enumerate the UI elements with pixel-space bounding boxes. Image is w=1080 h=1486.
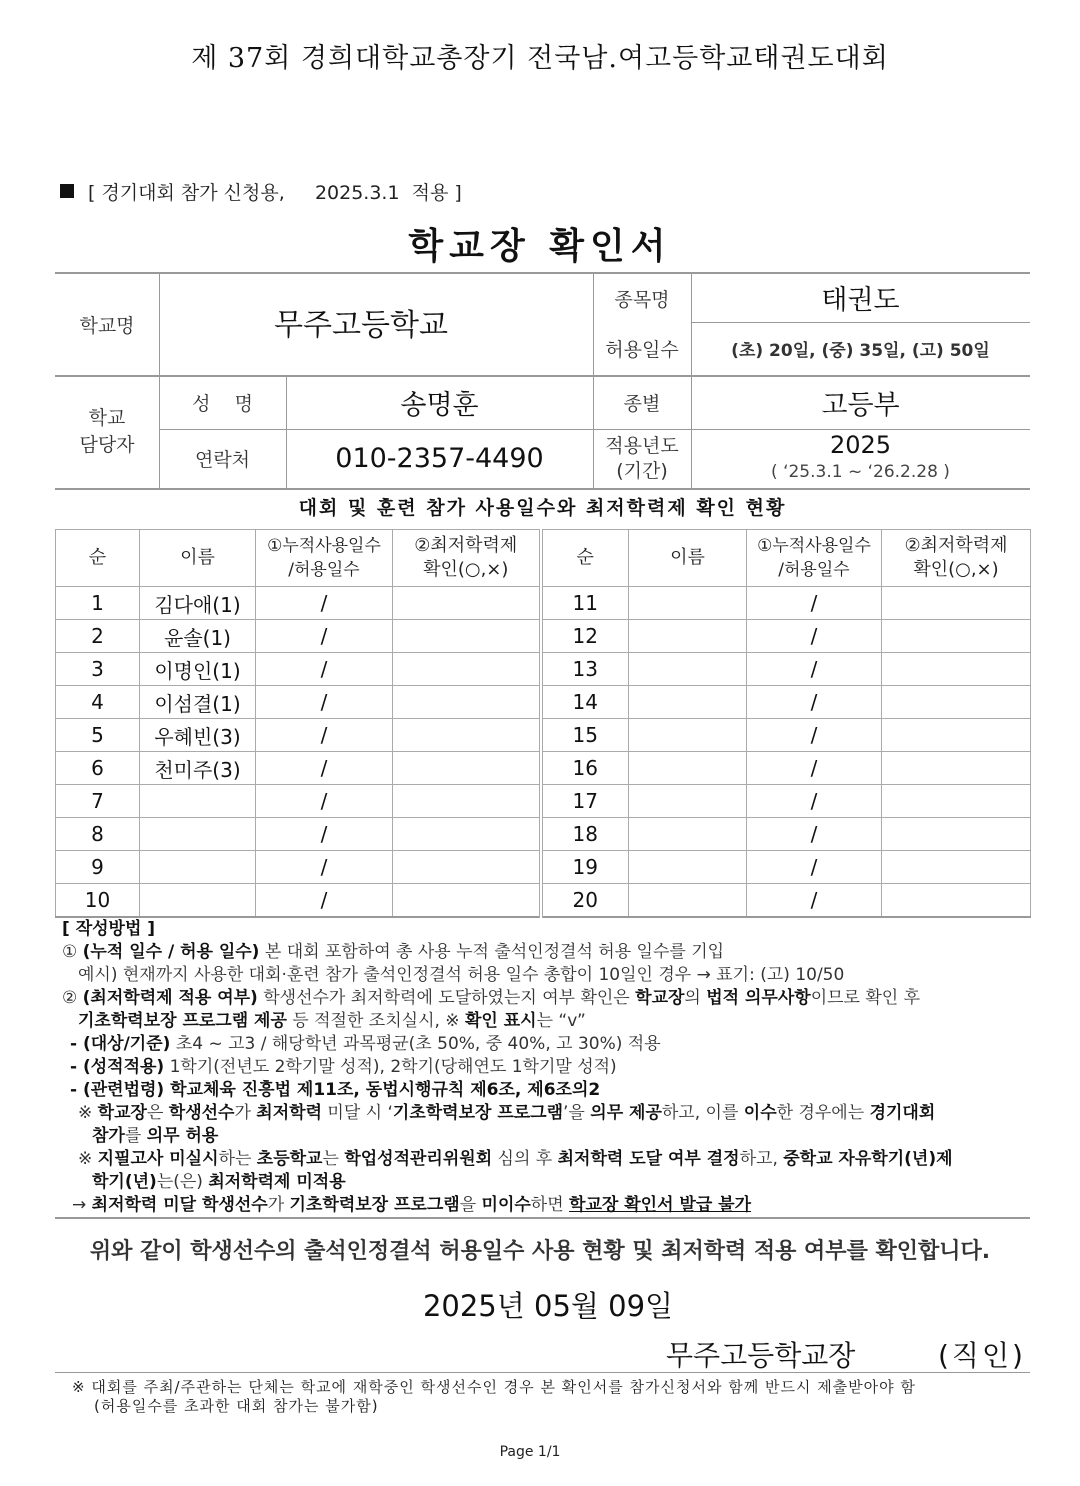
division-value: 고등부 [821,389,900,421]
competition-title: 제 37회 경희대학교총장기 전국남.여고등학교태권도대회 [191,43,889,74]
instruction-note-1: ※ 학교장은 학생선수가 최저학력 미달 시 ‘기초학력보장 프로그램’을 의무 제공하고, 이를 이수한 경우에는 경기대회 [78,1103,936,1123]
academic-check-field [393,884,541,918]
col-header-no: 순 [56,530,140,587]
col-header-name: 이름 [629,530,747,587]
table-row [56,752,1031,785]
official-seal-placeholder: (직인) [938,1339,1026,1372]
student-name [140,785,256,818]
col-header-days: ①누적사용일수 /허용일수 [747,530,882,587]
academic-check-field [882,785,1031,818]
person-name-label: 성 명 [192,392,253,415]
instruction-law: - (관련법령) 학교체육 진흥법 제11조, 동법시행규칙 제6조, 제6조의2 [70,1080,601,1100]
days-used-field: / [747,884,882,918]
row-number: 19 [541,851,629,884]
instruction-2-cont: 기초학력보장 프로그램 제공 등 적절한 조치실시, ※ 확인 표시는 “v” [78,1011,586,1031]
student-name: 우혜빈(3) [140,719,256,752]
year-label-sub: (기간) [616,459,668,482]
student-name [629,884,747,918]
row-number: 7 [56,785,140,818]
student-name [629,686,747,719]
student-name [629,818,747,851]
student-name: 이명인(1) [140,653,256,686]
person-name-value: 송명훈 [400,389,479,421]
row-number: 4 [56,686,140,719]
academic-check-field [882,818,1031,851]
issue-date: 2025년 05월 09일 [422,1289,674,1323]
table-row [56,785,1031,818]
days-used-field: / [256,620,393,653]
academic-check-field [393,719,541,752]
row-number: 2 [56,620,140,653]
days-used-field: / [747,587,882,620]
days-used-field: / [747,785,882,818]
table-row [56,587,1031,620]
days-used-field: / [256,752,393,785]
year-label-main: 적용년도 [605,434,679,457]
apply-note-text: [ 경기대회 참가 신청용, 2025.3.1 적용 ] [88,182,462,204]
instruction-note-2: ※ 지필고사 미실시하는 초등학교는 학업성적관리위원회 심의 후 최저학력 도달 여부 결정하고, 중학교 자유학기(년)제 [78,1149,953,1169]
table-row [56,851,1031,884]
col-header-check: ②최저학력제 확인(○,×) [882,530,1031,587]
academic-check-field [393,620,541,653]
instruction-1: ① (누적 일수 / 허용 일수) 본 대회 포함하여 총 사용 누적 출석인정결석 허용 일수를 기입 [62,942,725,962]
apply-note [60,178,462,205]
roster-table [55,529,1031,918]
info-grid [55,272,1030,490]
student-name [629,653,747,686]
page-number: Page 1/1 [499,1444,561,1460]
table-row [56,653,1031,686]
student-name [629,719,747,752]
row-number: 1 [56,587,140,620]
days-used-field: / [747,818,882,851]
allowed-days-label: 허용일수 [605,339,679,361]
contact-label: 연락처 [194,449,251,471]
school-name-label: 학교명 [79,315,135,337]
year-value: 2025 [829,430,892,459]
row-number: 9 [56,851,140,884]
student-name: 윤솔(1) [140,620,256,653]
row-number: 14 [541,686,629,719]
row-number: 20 [541,884,629,918]
student-name [629,752,747,785]
student-name [629,620,747,653]
days-used-field: / [256,719,393,752]
student-name [629,587,747,620]
academic-check-field [882,719,1031,752]
table-row [56,884,1031,918]
col-header-days: ①누적사용일수 /허용일수 [256,530,393,587]
contact-value: 010-2357-4490 [335,443,544,474]
row-number: 5 [56,719,140,752]
square-bullet-icon [60,184,74,198]
col-header-no: 순 [541,530,629,587]
student-name [629,851,747,884]
academic-check-field [393,785,541,818]
days-used-field: / [747,719,882,752]
table-row [56,686,1031,719]
student-name: 김다애(1) [140,587,256,620]
footnote [72,1378,1032,1416]
days-used-field: / [256,785,393,818]
days-used-field: / [256,686,393,719]
row-number: 6 [56,752,140,785]
col-header-name: 이름 [140,530,256,587]
academic-check-field [393,686,541,719]
academic-check-field [882,587,1031,620]
section-title: 대회 및 훈련 참가 사용일수와 최저학력제 확인 현황 [298,497,787,519]
row-number: 8 [56,818,140,851]
days-used-field: / [747,653,882,686]
col-header-check: ②최저학력제 확인(○,×) [393,530,541,587]
student-name: 이섬결(1) [140,686,256,719]
student-name: 천미주(3) [140,752,256,785]
academic-check-field [882,884,1031,918]
academic-check-field [882,851,1031,884]
division-label: 종별 [623,392,661,415]
academic-check-field [882,686,1031,719]
instruction-note-1-cont: 참가를 의무 허용 [92,1126,219,1146]
school-name-value: 무주고등학교 [274,308,448,343]
instruction-2: ② (최저학력제 적용 여부) 학생선수가 최저학력에 도달하였는지 여부 확인은 학교장의 법적 의무사항이므로 확인 후 [62,988,921,1008]
academic-check-field [882,752,1031,785]
instructions-heading: [ 작성방법 ] [62,919,156,939]
student-name [140,851,256,884]
days-used-field: / [256,818,393,851]
academic-check-field [393,851,541,884]
instruction-grades: - (성적적용) 1학기(전년도 2학기말 성적), 2학기(당해연도 1학기말 성적) [70,1057,617,1077]
academic-check-field [882,653,1031,686]
principal-signature: 무주고등학교장 [666,1339,856,1372]
document-title: 학교장 확인서 [408,226,672,267]
sport-value: 태권도 [821,284,900,316]
divider [55,1372,1030,1373]
days-used-field: / [747,851,882,884]
days-used-field: / [747,686,882,719]
instruction-1-example: 예시) 현재까지 사용한 대회·훈련 참가 출석인정결석 허용 일수 총합이 10일인 경우 → 표기: (고) 10/50 [78,965,845,985]
academic-check-field [393,752,541,785]
sport-label: 종목명 [614,288,670,311]
row-number: 3 [56,653,140,686]
student-name [140,818,256,851]
days-used-field: / [747,752,882,785]
footnote-line-1: ※ 대회를 주최/주관하는 단체는 학교에 재학중인 학생선수인 경우 본 확인서를 참가신청서와 함께 반드시 제출받아야 함 [72,1378,916,1396]
instruction-target: - (대상/기준) 초4 ~ 고3 / 해당학년 과목평균(초 50%, 중 40%, 고 30%) 적용 [70,1034,661,1054]
row-number: 16 [541,752,629,785]
confirmation-statement: 위와 같이 학생선수의 출석인정결석 허용일수 사용 현황 및 최저학력 적용 여부를 확인합니다. [89,1239,991,1264]
days-used-field: / [256,851,393,884]
row-number: 10 [56,884,140,918]
days-used-field: / [256,587,393,620]
student-name [140,884,256,918]
student-name [629,785,747,818]
days-used-field: / [747,620,882,653]
manager-label: 학교 담당자 [79,406,135,456]
row-number: 17 [541,785,629,818]
academic-check-field [393,818,541,851]
row-number: 11 [541,587,629,620]
days-used-field: / [256,653,393,686]
academic-check-field [393,587,541,620]
days-used-field: / [256,884,393,918]
row-number: 18 [541,818,629,851]
table-row [56,818,1031,851]
academic-check-field [882,620,1031,653]
instruction-note-2-cont: 학기(년)는(은) 최저학력제 미적용 [92,1172,346,1192]
row-number: 12 [541,620,629,653]
footnote-line-2: (허용일수를 초과한 대회 참가는 불가함) [94,1397,379,1415]
year-label [593,429,691,488]
row-number: 15 [541,719,629,752]
row-number: 13 [541,653,629,686]
table-row [56,620,1031,653]
period-value: ( ‘25.3.1 ~ ‘26.2.28 ) [771,461,950,482]
instructions [62,918,1042,1217]
table-row [56,719,1031,752]
academic-check-field [393,653,541,686]
divider [55,1217,1030,1219]
instruction-arrow-note: → 최저학력 미달 학생선수가 기초학력보장 프로그램을 미이수하면 학교장 확인서 발급 불가 [72,1195,752,1215]
year-value-cell [691,429,1030,488]
allowed-days-value: (초) 20일, (중) 35일, (고) 50일 [731,341,990,361]
